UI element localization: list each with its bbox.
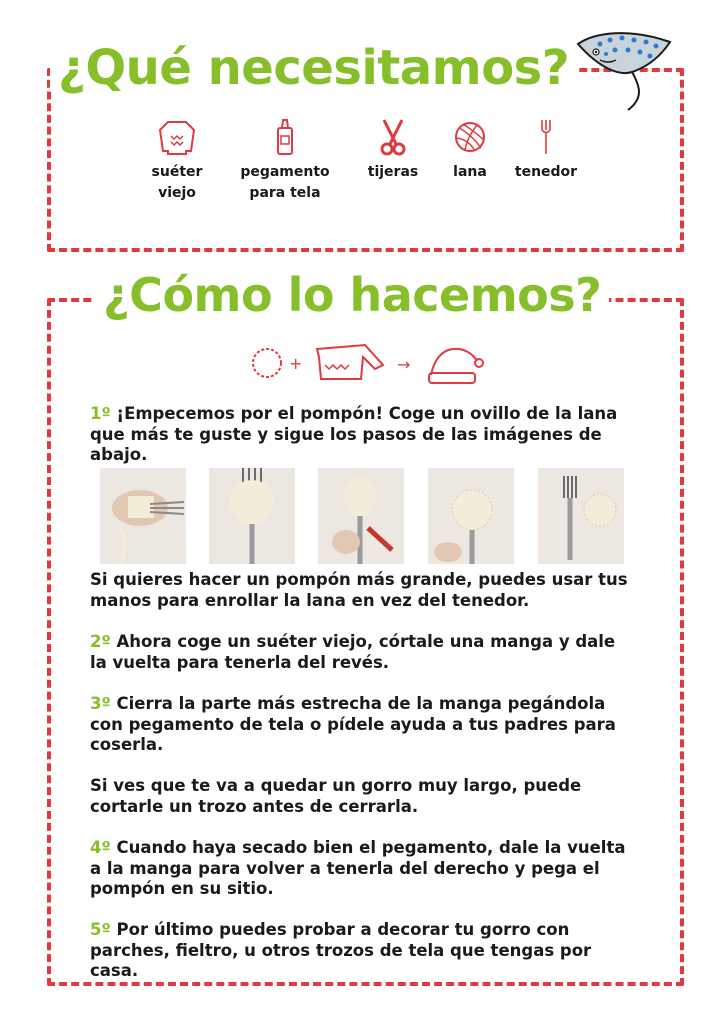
step-2	[90, 632, 630, 673]
step-text: Ahora coge un suéter viejo, córtale una manga y dale la vuelta para tenerla del revés.	[90, 632, 616, 672]
glue-bottle-icon	[266, 118, 304, 156]
materials-title: ¿Qué necesitamos?	[50, 44, 577, 92]
pompom-icon	[253, 349, 281, 377]
scissors-icon	[374, 118, 412, 156]
santa-hat-icon	[429, 349, 483, 383]
step-text: ¡Empecemos por el pompón! Coge un ovillo de la lana que más te guste y sigue los pasos de las imágenes de abajo.	[90, 404, 618, 464]
sweater-icon	[158, 118, 196, 156]
step-number: 3º	[90, 694, 111, 713]
photo-pompom-on-fork	[428, 468, 514, 564]
step-number: 2º	[90, 632, 111, 651]
photo-finished-pompom	[538, 468, 624, 564]
stingray-mascot-icon	[570, 14, 680, 114]
step-3	[90, 694, 630, 756]
instructions-title: ¿Cómo lo hacemos?	[95, 272, 609, 318]
plus-sign: +	[289, 354, 303, 373]
step-1-tip	[90, 570, 630, 611]
step-4	[90, 838, 630, 900]
material-scissors: tijeras	[358, 118, 428, 183]
step-number: 4º	[90, 838, 111, 857]
sweater-sleeve-icon	[317, 345, 383, 379]
photo-wrapping-yarn-on-fork	[100, 468, 186, 564]
photo-yarn-wrapped-fork	[209, 468, 295, 564]
material-glue: pegamento para tela	[235, 118, 335, 204]
step-1	[90, 404, 630, 466]
step-text: Cierra la parte más estrecha de la manga pegándola con pegamento de tela o pídele ayuda a tus padres para coserla.	[90, 694, 616, 754]
step-5	[90, 920, 630, 982]
photo-cutting-yarn	[318, 468, 404, 564]
fork-icon	[527, 118, 565, 156]
material-yarn: lana	[440, 118, 500, 183]
step-number: 5º	[90, 920, 111, 939]
yarn-ball-icon	[451, 118, 489, 156]
step-text: Cuando haya secado bien el pegamento, dale la vuelta a la manga para volver a tenerla del derecho y pega el pompón en su sitio.	[90, 838, 626, 898]
step-number: 1º	[90, 404, 111, 423]
step-3-tip	[90, 776, 630, 817]
material-sweater: suéter viejo	[142, 118, 212, 204]
step-text: Por último puedes probar a decorar tu gorro con parches, fieltro, u otros trozos de tela que tengas por casa.	[90, 920, 592, 980]
arrow-sign: →	[397, 355, 411, 374]
process-diagram	[245, 335, 485, 391]
step-text: Si quieres hacer un pompón más grande, puedes usar tus manos para enrollar la lana en vez del tenedor.	[90, 570, 628, 610]
step-text: Si ves que te va a quedar un gorro muy largo, puede cortarle un trozo antes de cerrarla.	[90, 776, 582, 816]
material-fork: tenedor	[508, 118, 584, 183]
